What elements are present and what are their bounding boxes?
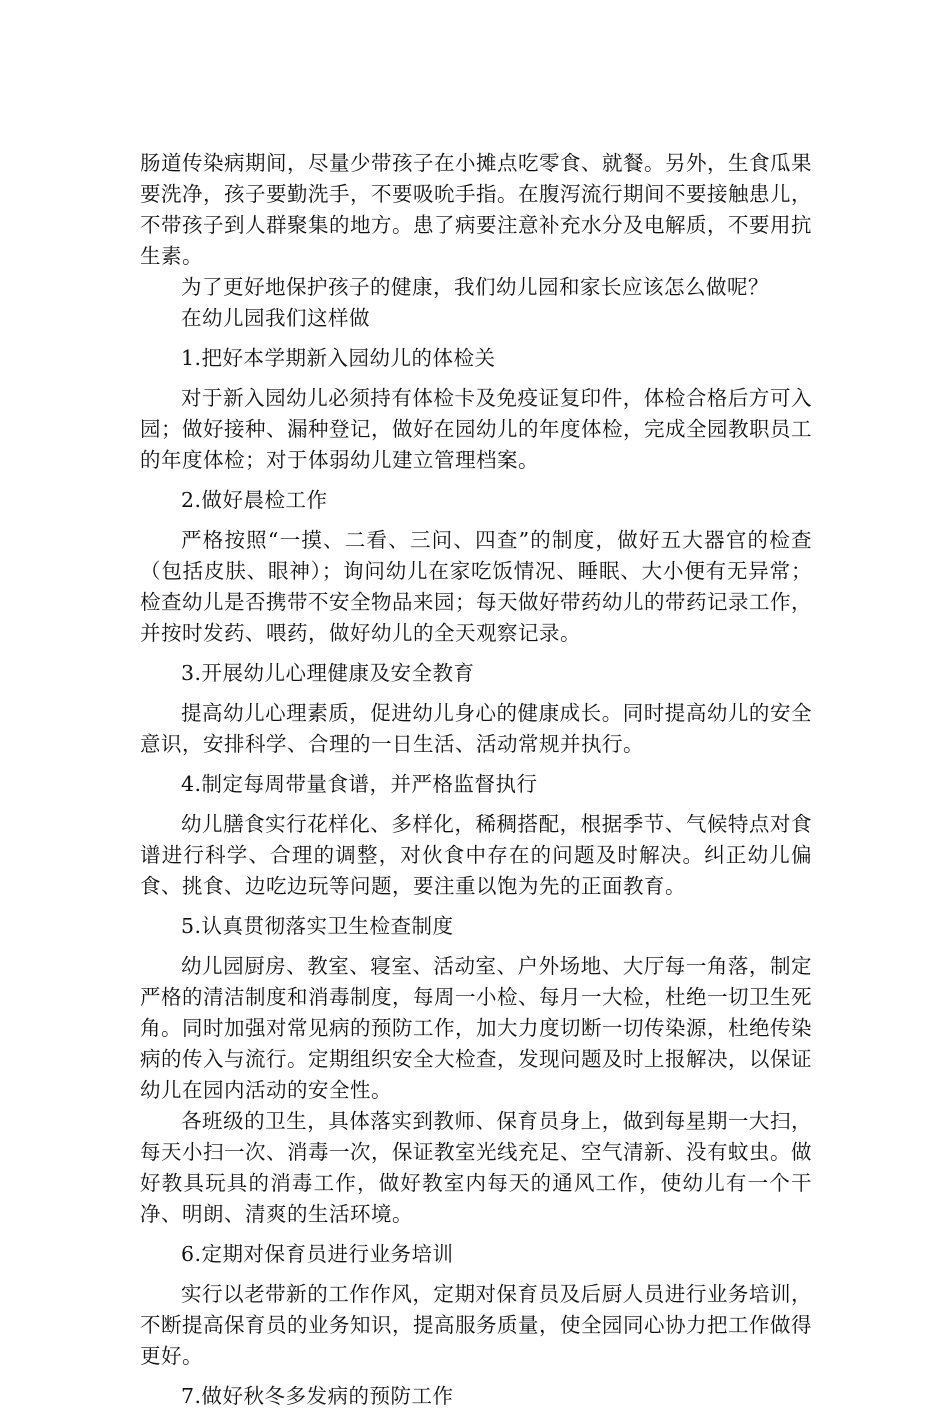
item-body-2: 严格按照“一摸、二看、三问、四查”的制度，做好五大器官的检查（包括皮肤、眼神）；询问幼儿在家吃饭情况、睡眠、大小便有无异常；检查幼儿是否携带不安全物品来园；每天做好带药幼儿的带药记录工作，并按时发药、喂药，做好幼儿的全天观察记录。 — [140, 528, 812, 645]
item-body-5: 幼儿园厨房、教室、寝室、活动室、户外场地、大厅每一角落，制定严格的清洁制度和消毒制度，每周一小检、每月一大检，杜绝一切卫生死角。同时加强对常见病的预防工作，加大力度切断一切传染源，杜绝传染病的传入与流行。定期组织安全大检查，发现问题及时上报解决，以保证幼儿在园内活动的安全性。 — [140, 954, 812, 1102]
item-heading-6: 6.定期对保育员进行业务培训 — [181, 1242, 454, 1266]
item-body-1: 对于新入园幼儿必须持有体检卡及免疫证复印件，体检合格后方可入园；做好接种、漏种登记，做好在园幼儿的年度体检，完成全园教职员工的年度体检；对于体弱幼儿建立管理档案。 — [140, 386, 812, 472]
item-heading-7: 7.做好秋冬多发病的预防工作 — [181, 1384, 454, 1408]
question-text: 为了更好地保护孩子的健康，我们幼儿园和家长应该怎么做呢？ — [181, 275, 769, 299]
item-heading-3: 3.开展幼儿心理健康及安全教育 — [181, 661, 475, 685]
item-heading-5: 5.认真贯彻落实卫生检查制度 — [181, 914, 454, 938]
section-title: 在幼儿园我们这样做 — [181, 306, 370, 330]
document-page — [140, 148, 812, 1412]
item-heading-2: 2.做好晨检工作 — [181, 488, 328, 512]
item-body-6: 实行以老带新的工作作风，定期对保育员及后厨人员进行业务培训，不断提高保育员的业务知识，提高服务质量，使全园同心协力把工作做得更好。 — [140, 1282, 812, 1368]
intro-paragraph: 肠道传染病期间，尽量少带孩子在小摊点吃零食、就餐。另外，生食瓜果要洗净，孩子要勤洗手，不要吸吮手指。在腹泻流行期间不要接触患儿，不带孩子到人群聚集的地方。患了病要注意补充水分及电解质，不要用抗生素。 — [140, 151, 812, 268]
item-body-5-continued: 各班级的卫生，具体落实到教师、保育员身上，做到每星期一大扫，每天小扫一次、消毒一次，保证教室光线充足、空气清新、没有蚊虫。做好教具玩具的消毒工作，做好教室内每天的通风工作，使幼儿有一个干净、明朗、清爽的生活环境。 — [140, 1109, 812, 1226]
item-body-3: 提高幼儿心理素质，促进幼儿身心的健康成长。同时提高幼儿的安全意识，安排科学、合理的一日生活、活动常规并执行。 — [140, 701, 812, 756]
item-body-4: 幼儿膳食实行花样化、多样化，稀稠搭配，根据季节、气候特点对食谱进行科学、合理的调整，对伙食中存在的问题及时解决。纠正幼儿偏食、挑食、边吃边玩等问题，要注重以饱为先的正面教育。 — [140, 812, 812, 898]
item-heading-1: 1.把好本学期新入园幼儿的体检关 — [181, 346, 496, 370]
item-heading-4: 4.制定每周带量食谱，并严格监督执行 — [181, 772, 538, 796]
